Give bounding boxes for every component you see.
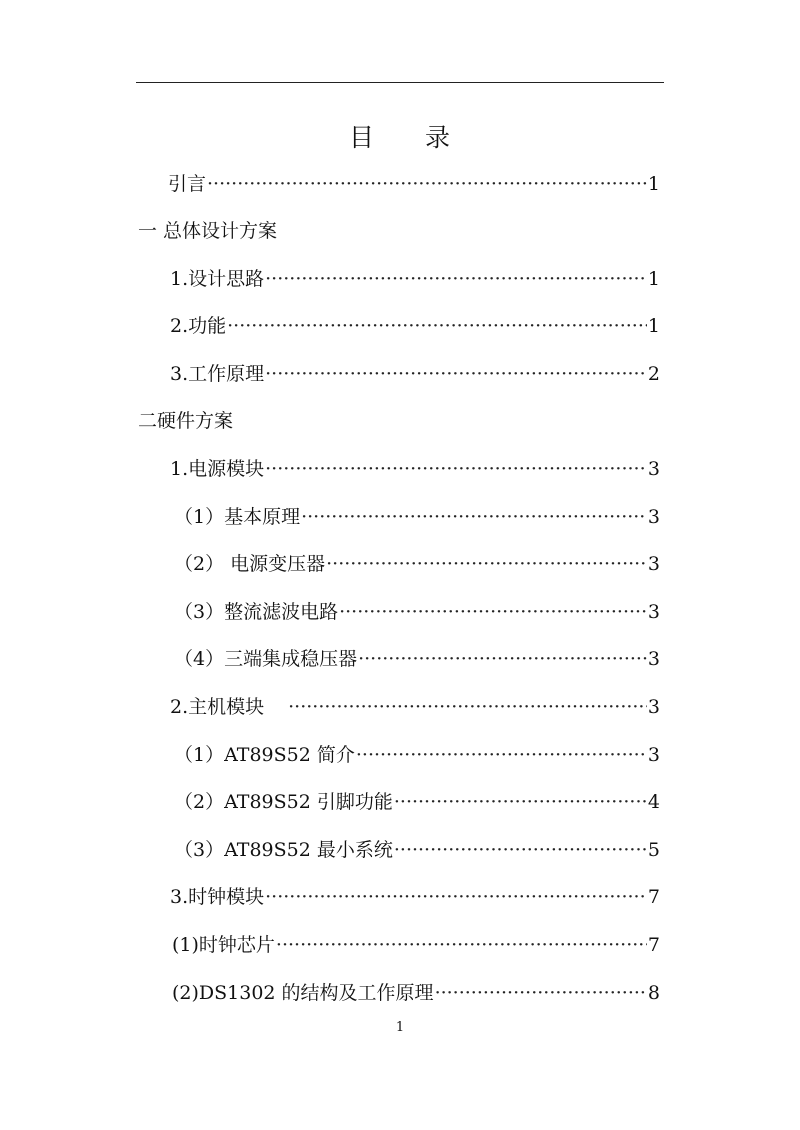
toc-dot-leader bbox=[338, 597, 647, 627]
toc-dot-leader bbox=[393, 835, 647, 865]
toc-dot-leader bbox=[300, 502, 647, 532]
toc-entry-page: 7 bbox=[647, 886, 660, 908]
toc-entry-clock-module[interactable] bbox=[170, 882, 660, 912]
toc-entry-label: 3.工作原理 bbox=[170, 363, 265, 385]
toc-entry-page: 3 bbox=[647, 601, 660, 623]
toc-entry-page: 8 bbox=[647, 982, 660, 1004]
toc-entry-voltage-regulator[interactable] bbox=[174, 644, 660, 674]
toc-dot-leader bbox=[325, 549, 647, 579]
toc-entry-label: 1.电源模块 bbox=[170, 458, 265, 480]
toc-entry-label: 3.时钟模块 bbox=[170, 886, 265, 908]
toc-entry-at89s52-pins[interactable] bbox=[174, 787, 660, 817]
toc-title-right: 录 bbox=[425, 123, 452, 152]
toc-dot-leader bbox=[264, 264, 647, 294]
toc-entry-label: 2.主机模块 bbox=[170, 696, 265, 718]
toc-entry-label: 2.功能 bbox=[170, 315, 227, 337]
toc-entry-label: 1.设计思路 bbox=[170, 268, 265, 290]
header-rule bbox=[136, 82, 664, 83]
toc-entry-label: （2） 电源变压器 bbox=[174, 553, 326, 575]
toc-entry-design-idea[interactable] bbox=[170, 264, 660, 294]
toc-entry-working-principle[interactable] bbox=[170, 359, 660, 389]
toc-entry-intro[interactable] bbox=[168, 169, 660, 199]
toc-entry-page: 3 bbox=[647, 506, 660, 528]
toc-entry-label: （3）AT89S52 最小系统 bbox=[174, 839, 393, 861]
toc-entry-label: （3）整流滤波电路 bbox=[174, 601, 339, 623]
toc-dot-leader bbox=[357, 644, 647, 674]
toc-entry-page: 3 bbox=[647, 744, 660, 766]
toc-entry-label: （2）AT89S52 引脚功能 bbox=[174, 791, 393, 813]
toc-entry-page: 7 bbox=[647, 934, 660, 956]
toc-entry-page: 1 bbox=[647, 268, 660, 290]
toc-entry-page: 2 bbox=[647, 363, 660, 385]
toc-section-overall-design[interactable]: 一 总体设计方案 bbox=[138, 220, 278, 242]
toc-title bbox=[0, 118, 800, 154]
toc-dot-leader bbox=[275, 930, 647, 960]
toc-dot-leader bbox=[264, 692, 647, 722]
toc-entry-label: （4）三端集成稳压器 bbox=[174, 648, 358, 670]
toc-entry-label: 引言 bbox=[168, 173, 207, 195]
toc-entry-label: (1)时钟芯片 bbox=[172, 934, 275, 956]
toc-dot-leader bbox=[393, 787, 647, 817]
toc-entry-power-module[interactable] bbox=[170, 454, 660, 484]
toc-entry-power-transformer[interactable] bbox=[174, 549, 660, 579]
toc-entry-host-module[interactable] bbox=[170, 692, 660, 722]
toc-section-hardware[interactable]: 二硬件方案 bbox=[138, 410, 234, 432]
toc-entry-page: 3 bbox=[647, 648, 660, 670]
toc-entry-clock-chip[interactable] bbox=[172, 930, 660, 960]
toc-dot-leader bbox=[264, 454, 647, 484]
toc-entry-page: 1 bbox=[647, 315, 660, 337]
toc-entry-label: (2)DS1302 的结构及工作原理 bbox=[172, 982, 434, 1004]
toc-dot-leader bbox=[264, 882, 647, 912]
toc-dot-leader bbox=[434, 978, 647, 1008]
toc-entry-page: 3 bbox=[647, 696, 660, 718]
toc-entry-functions[interactable] bbox=[170, 311, 660, 341]
toc-entry-rectifier-filter[interactable] bbox=[174, 597, 660, 627]
toc-dot-leader bbox=[264, 359, 647, 389]
toc-dot-leader bbox=[226, 311, 647, 341]
toc-entry-ds1302-structure[interactable] bbox=[172, 978, 660, 1008]
toc-entry-at89s52-minimal-system[interactable] bbox=[174, 835, 660, 865]
toc-dot-leader bbox=[355, 740, 647, 770]
toc-entry-page: 4 bbox=[647, 791, 660, 813]
toc-entry-label: （1）AT89S52 简介 bbox=[174, 744, 355, 766]
toc-entry-page: 5 bbox=[647, 839, 660, 861]
toc-dot-leader bbox=[206, 169, 647, 199]
toc-entry-label: （1）基本原理 bbox=[174, 506, 301, 528]
toc-entry-basic-principle[interactable] bbox=[174, 502, 660, 532]
toc-entry-page: 3 bbox=[647, 458, 660, 480]
toc-entry-page: 3 bbox=[647, 553, 660, 575]
toc-title-left: 目 bbox=[348, 123, 375, 152]
page-number: 1 bbox=[395, 1020, 405, 1035]
toc-entry-at89s52-intro[interactable] bbox=[174, 740, 660, 770]
toc-entry-page: 1 bbox=[647, 173, 660, 195]
